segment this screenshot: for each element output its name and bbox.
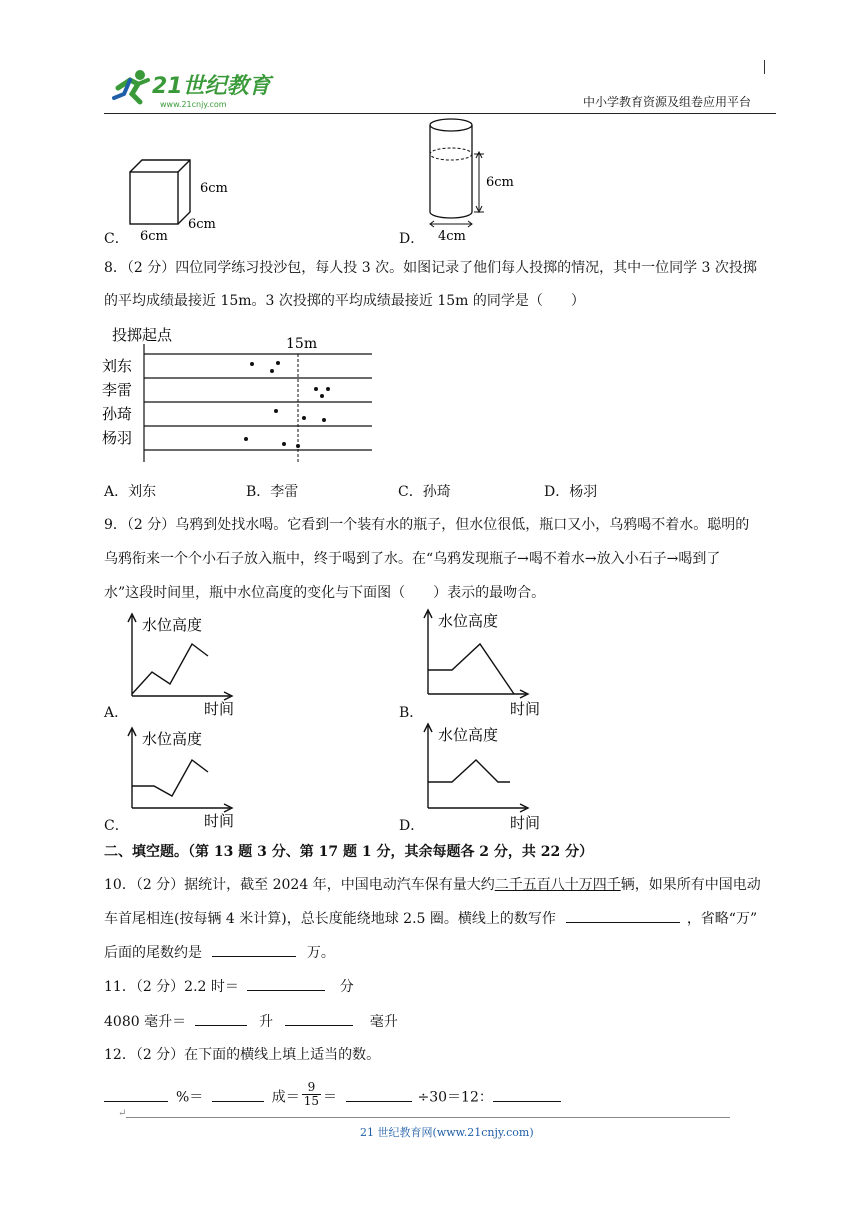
q12-blank-ratio[interactable] xyxy=(493,1088,561,1102)
page-header xyxy=(0,0,860,115)
row-label-sunqi: 孙琦 xyxy=(102,405,133,423)
q10-underlined-number: 二千五百八十万四千 xyxy=(494,877,621,893)
q10-blank-written-number[interactable] xyxy=(566,909,680,923)
row-label-liudong: 刘东 xyxy=(102,357,133,375)
q11-line1-post: 分 xyxy=(339,979,354,995)
q12-blank-cheng[interactable] xyxy=(212,1088,264,1102)
q12-fraction-denominator: 15 xyxy=(303,1094,320,1108)
q8-stem-line2: 的平均成绩最接近 15m。3 次投掷的平均成绩最接近 15m 的同学是（ ） xyxy=(104,293,585,309)
cylinder-figure xyxy=(420,116,530,246)
q10-line3-pre: 后面的尾数约是 xyxy=(104,945,202,961)
logo-title: 21世纪教育 xyxy=(152,74,271,99)
q10-line3 xyxy=(104,943,335,963)
throw-dot xyxy=(244,437,248,441)
q11-line2-post: 毫升 xyxy=(369,1014,398,1030)
throw-dot xyxy=(314,387,318,391)
cube-height-label: 6cm xyxy=(200,181,228,196)
q12-stem: 12．（2 分）在下面的横线上填上适当的数。 xyxy=(104,1047,381,1063)
q12-blank-dividend[interactable] xyxy=(346,1088,412,1102)
header-cursor-mark xyxy=(764,60,765,74)
q12-fraction-numerator: 9 xyxy=(302,1081,321,1095)
throw-dot xyxy=(274,409,278,413)
q10-line2 xyxy=(104,909,757,929)
q10-line2-post: ，省略“万” xyxy=(686,911,758,927)
throw-dot xyxy=(326,387,330,391)
q12-percent: %＝ xyxy=(176,1089,204,1106)
throw-dot xyxy=(250,362,254,366)
q12-blank-percent[interactable] xyxy=(104,1088,168,1102)
graph-a[interactable] xyxy=(118,608,248,720)
graph-d-x-label: 时间 xyxy=(510,814,541,832)
throw-dot xyxy=(302,416,306,420)
throw-dot xyxy=(276,361,280,365)
q9-line2: 乌鸦衔来一个个小石子放入瓶中，终于喝到了水。在“乌鸦发现瓶子→喝不着水→放入小石子→喝到了 xyxy=(104,551,721,567)
throw-dot xyxy=(282,442,286,446)
throw-start-label: 投掷起点 xyxy=(112,326,173,344)
q10-blank-approx[interactable] xyxy=(212,943,296,957)
q8-option-d[interactable]: D．杨羽 xyxy=(544,484,598,500)
runner-logo-icon xyxy=(110,68,152,108)
q11-blank-minutes[interactable] xyxy=(247,977,325,991)
graph-b-letter[interactable]: B． xyxy=(399,705,424,721)
throw-dot xyxy=(320,394,324,398)
option-c-letter: C． xyxy=(104,231,129,247)
q11-line2 xyxy=(104,1012,398,1032)
q10-line1-pre: 10．（2 分）据统计，截至 2024 年，中国电动汽车保有量大约 xyxy=(104,877,495,893)
graph-d-y-label: 水位高度 xyxy=(438,726,499,744)
q10-line1 xyxy=(104,875,761,895)
section-2-title: 二、填空题。（第 13 题 3 分、第 17 题 1 分，其余每题各 2 分，共 22 分） xyxy=(104,844,594,860)
graph-b-line xyxy=(428,644,514,694)
q11-line1 xyxy=(104,977,354,997)
graph-b-y-label: 水位高度 xyxy=(438,612,499,630)
fifteen-m-label: 15m xyxy=(286,336,318,352)
graph-a-x-label: 时间 xyxy=(204,700,235,718)
cylinder-height-label: 6cm xyxy=(486,175,514,190)
throw-record-chart xyxy=(100,322,380,468)
throw-dot xyxy=(322,418,326,422)
cube-width-label: 6cm xyxy=(140,229,168,244)
graph-a-y-label: 水位高度 xyxy=(142,616,203,634)
q11-line2-pre: 4080 毫升＝ xyxy=(104,1014,187,1030)
graph-d-line xyxy=(428,760,510,782)
row-label-yangyu: 杨羽 xyxy=(102,429,133,447)
graph-d-letter[interactable]: D． xyxy=(399,818,425,834)
row-label-lilei: 李雷 xyxy=(102,381,133,399)
q12-div30: ÷30＝12： xyxy=(417,1089,493,1106)
q8-option-a[interactable]: A．刘东 xyxy=(104,484,157,500)
graph-c-x-label: 时间 xyxy=(204,812,235,830)
option-d-letter: D． xyxy=(399,231,425,247)
q8-option-c[interactable]: C．孙琦 xyxy=(398,484,451,500)
q11-blank-milliliters[interactable] xyxy=(285,1012,353,1026)
q8-option-b[interactable]: B．李雷 xyxy=(246,484,299,500)
logo-url: www.21cnjy.com xyxy=(160,100,227,109)
graph-d[interactable] xyxy=(414,718,554,834)
graph-c-y-label: 水位高度 xyxy=(142,730,203,748)
q9-line3: 水”这段时间里，瓶中水位高度的变化与下面图（ ）表示的最吻合。 xyxy=(104,585,546,601)
throw-dot xyxy=(270,369,274,373)
graph-c-letter[interactable]: C． xyxy=(104,818,129,834)
q8-stem-line1: 8．（2 分）四位同学练习投沙包，每人投 3 次。如图记录了他们每人投掷的情况，其中一位同学 3 次投掷 xyxy=(104,260,757,276)
q10-line3-post: 万。 xyxy=(306,945,335,961)
graph-a-letter[interactable]: A． xyxy=(104,705,129,721)
graph-b[interactable] xyxy=(414,604,554,720)
cube-depth-label: 6cm xyxy=(188,217,216,232)
footer-rule xyxy=(126,1117,730,1118)
q12-cheng: 成＝ xyxy=(271,1089,300,1106)
q10-line1-post: 辆，如果所有中国电动 xyxy=(620,877,761,893)
header-rule xyxy=(104,113,776,114)
footer-return-mark-left: ↵ xyxy=(118,1108,127,1119)
graph-c[interactable] xyxy=(118,722,248,834)
cylinder-diameter-label: 4cm xyxy=(438,229,466,244)
platform-name: 中小学教育资源及组卷应用平台 xyxy=(583,95,752,109)
q12-fraction xyxy=(302,1081,321,1108)
q11-line2-mid: 升 xyxy=(259,1014,273,1030)
q11-line1-pre: 11．（2 分）2.2 时＝ xyxy=(104,979,239,995)
q9-line1: 9．（2 分）乌鸦到处找水喝。它看到一个装有水的瓶子，但水位很低，瓶口又小，乌鸦喝不着水。聪明的 xyxy=(104,517,750,533)
q10-line2-pre: 车首尾相连(按每辆 4 米计算)，总长度能绕地球 2.5 圈。横线上的数写作 xyxy=(104,911,556,927)
q12-equals: ＝ xyxy=(323,1089,338,1106)
graph-b-x-label: 时间 xyxy=(510,700,541,718)
q11-blank-liters[interactable] xyxy=(195,1012,247,1026)
graph-a-line xyxy=(132,644,208,694)
cube-figure xyxy=(120,152,240,244)
q12-equation xyxy=(104,1080,561,1111)
graph-c-line xyxy=(132,760,208,796)
footer-text: 21 世纪教育网(www.21cnjy.com) xyxy=(360,1126,534,1139)
throw-dot xyxy=(296,444,300,448)
